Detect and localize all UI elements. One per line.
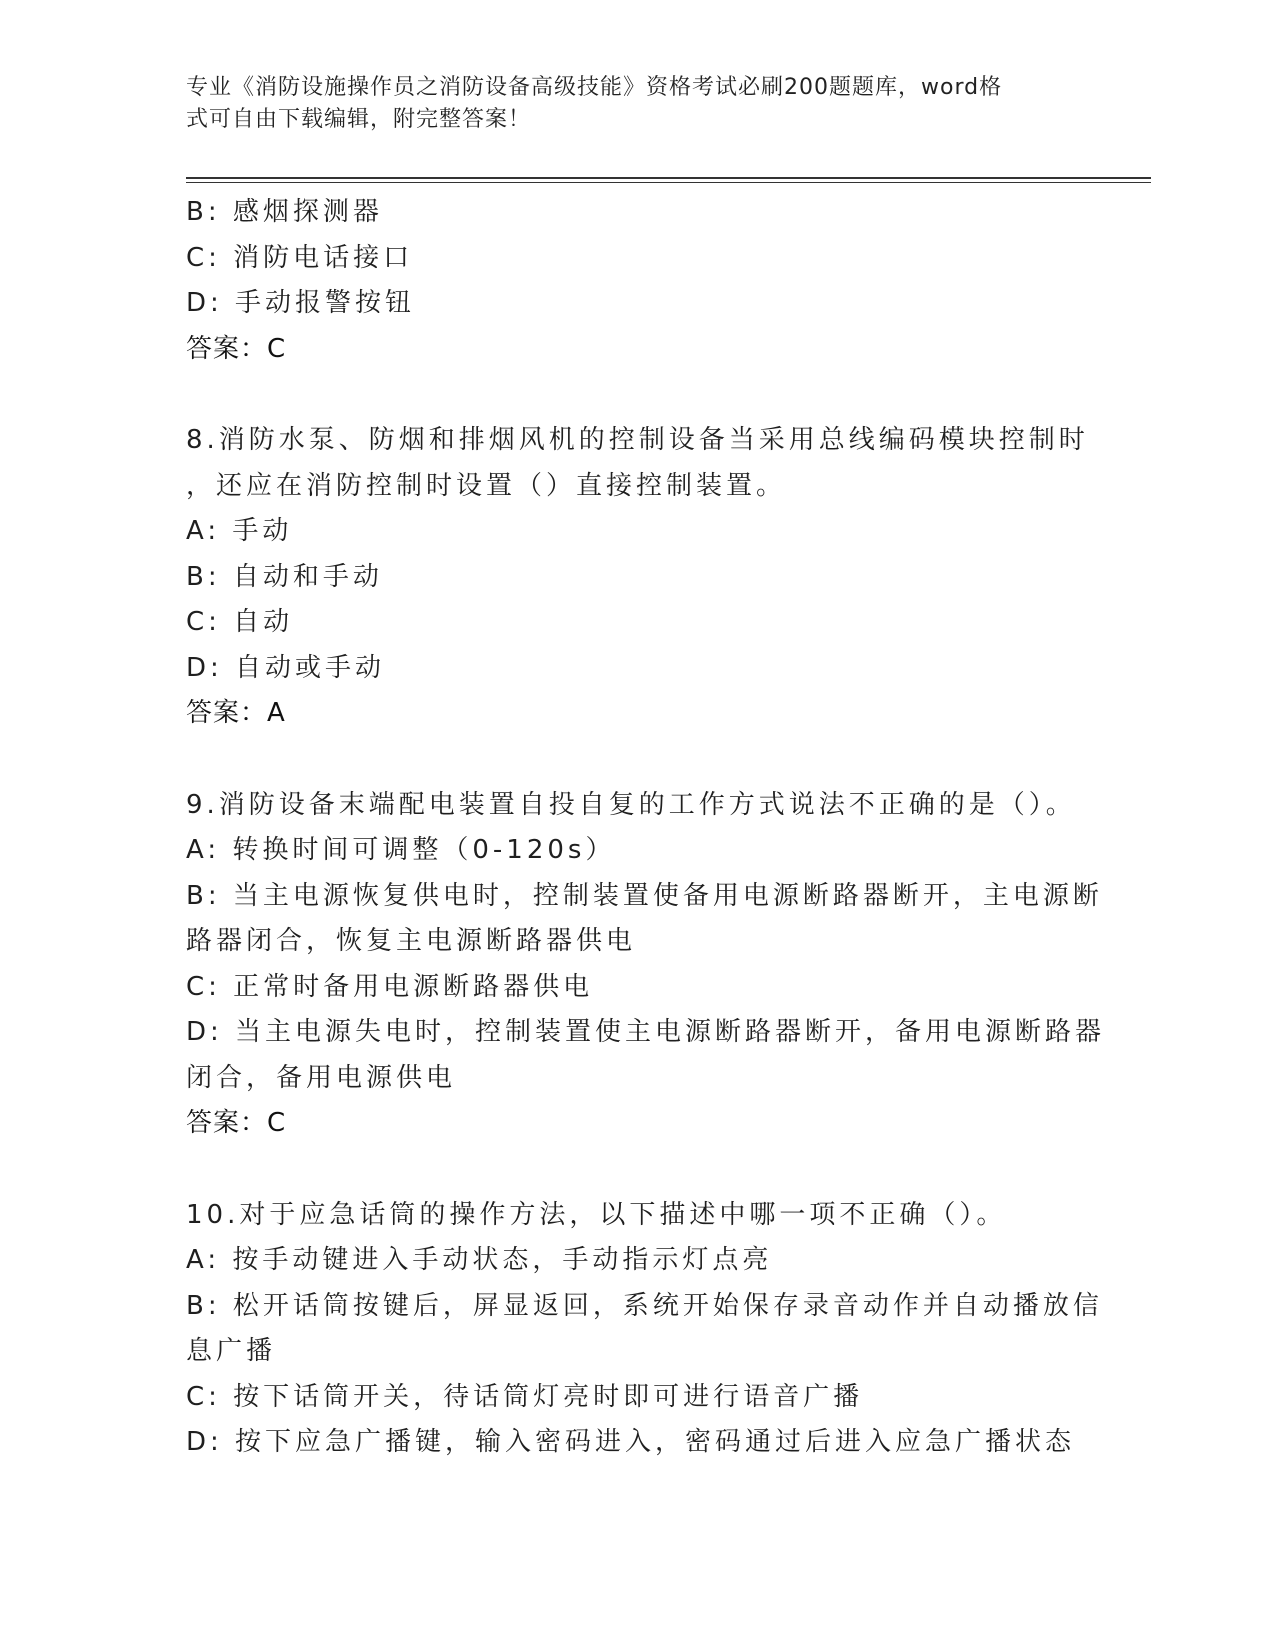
option-b: B: 感烟探测器 xyxy=(186,197,383,227)
document-header xyxy=(186,72,1066,136)
option-b: B: 自动和手动 xyxy=(186,561,383,592)
header-line-2: 式可自由下载编辑，附完整答案！ xyxy=(186,107,532,132)
option-a: A: 手动 xyxy=(186,516,293,546)
spacer xyxy=(186,737,1086,783)
question-9 xyxy=(186,783,1106,1147)
question-10 xyxy=(186,1193,1103,1466)
answer: 答案：A xyxy=(186,698,286,728)
question-8 xyxy=(186,418,1089,737)
answer: 答案：C xyxy=(186,333,287,364)
spacer xyxy=(186,1147,1086,1193)
question-stem-line-1: 8.消防水泵、防烟和排烟风机的控制设备当采用总线编码模块控制时 xyxy=(186,425,1089,455)
header-divider-thin xyxy=(186,182,1151,183)
header-line-1: 专业《消防设施操作员之消防设备高级技能》资格考试必刷200题题库，word格 xyxy=(186,75,1003,100)
option-d: D: 手动报警按钮 xyxy=(186,288,416,318)
spacer xyxy=(186,372,1086,418)
option-d: D: 自动或手动 xyxy=(186,652,386,683)
option-c: C: 按下话筒开关，待话筒灯亮时即可进行语音广播 xyxy=(186,1381,864,1412)
option-d: D: 按下应急广播键，输入密码进入，密码通过后进入应急广播状态 xyxy=(186,1427,1076,1457)
option-b-line-1: B: 当主电源恢复供电时，控制装置使备用电源断路器断开，主电源断 xyxy=(186,880,1103,911)
option-c: C: 消防电话接口 xyxy=(186,242,414,273)
question-7 xyxy=(186,190,1086,372)
answer: 答案：C xyxy=(186,1108,287,1138)
question-stem: 9.消防设备末端配电装置自投自复的工作方式说法不正确的是（）。 xyxy=(186,789,1076,820)
option-c: C: 自动 xyxy=(186,607,294,637)
question-stem-line-2: ，还应在消防控制时设置（）直接控制装置。 xyxy=(186,470,787,501)
option-a: A: 按手动键进入手动状态，手动指示灯点亮 xyxy=(186,1245,773,1275)
option-b-line-2: 息广播 xyxy=(186,1336,277,1366)
option-b-line-2: 路器闭合，恢复主电源断路器供电 xyxy=(186,926,637,956)
question-list xyxy=(186,190,1106,1466)
option-b-line-1: B: 松开话筒按键后，屏显返回，系统开始保存录音动作并自动播放信 xyxy=(186,1290,1103,1321)
option-a: A: 转换时间可调整（0-120s） xyxy=(186,835,616,865)
option-d-line-2: 闭合，备用电源供电 xyxy=(186,1062,457,1093)
header-divider-thick xyxy=(186,177,1151,179)
option-d-line-1: D: 当主电源失电时，控制装置使主电源断路器断开，备用电源断路器 xyxy=(186,1017,1106,1047)
option-c: C: 正常时备用电源断路器供电 xyxy=(186,971,594,1002)
question-stem: 10.对于应急话筒的操作方法，以下描述中哪一项不正确（）。 xyxy=(186,1199,1007,1230)
